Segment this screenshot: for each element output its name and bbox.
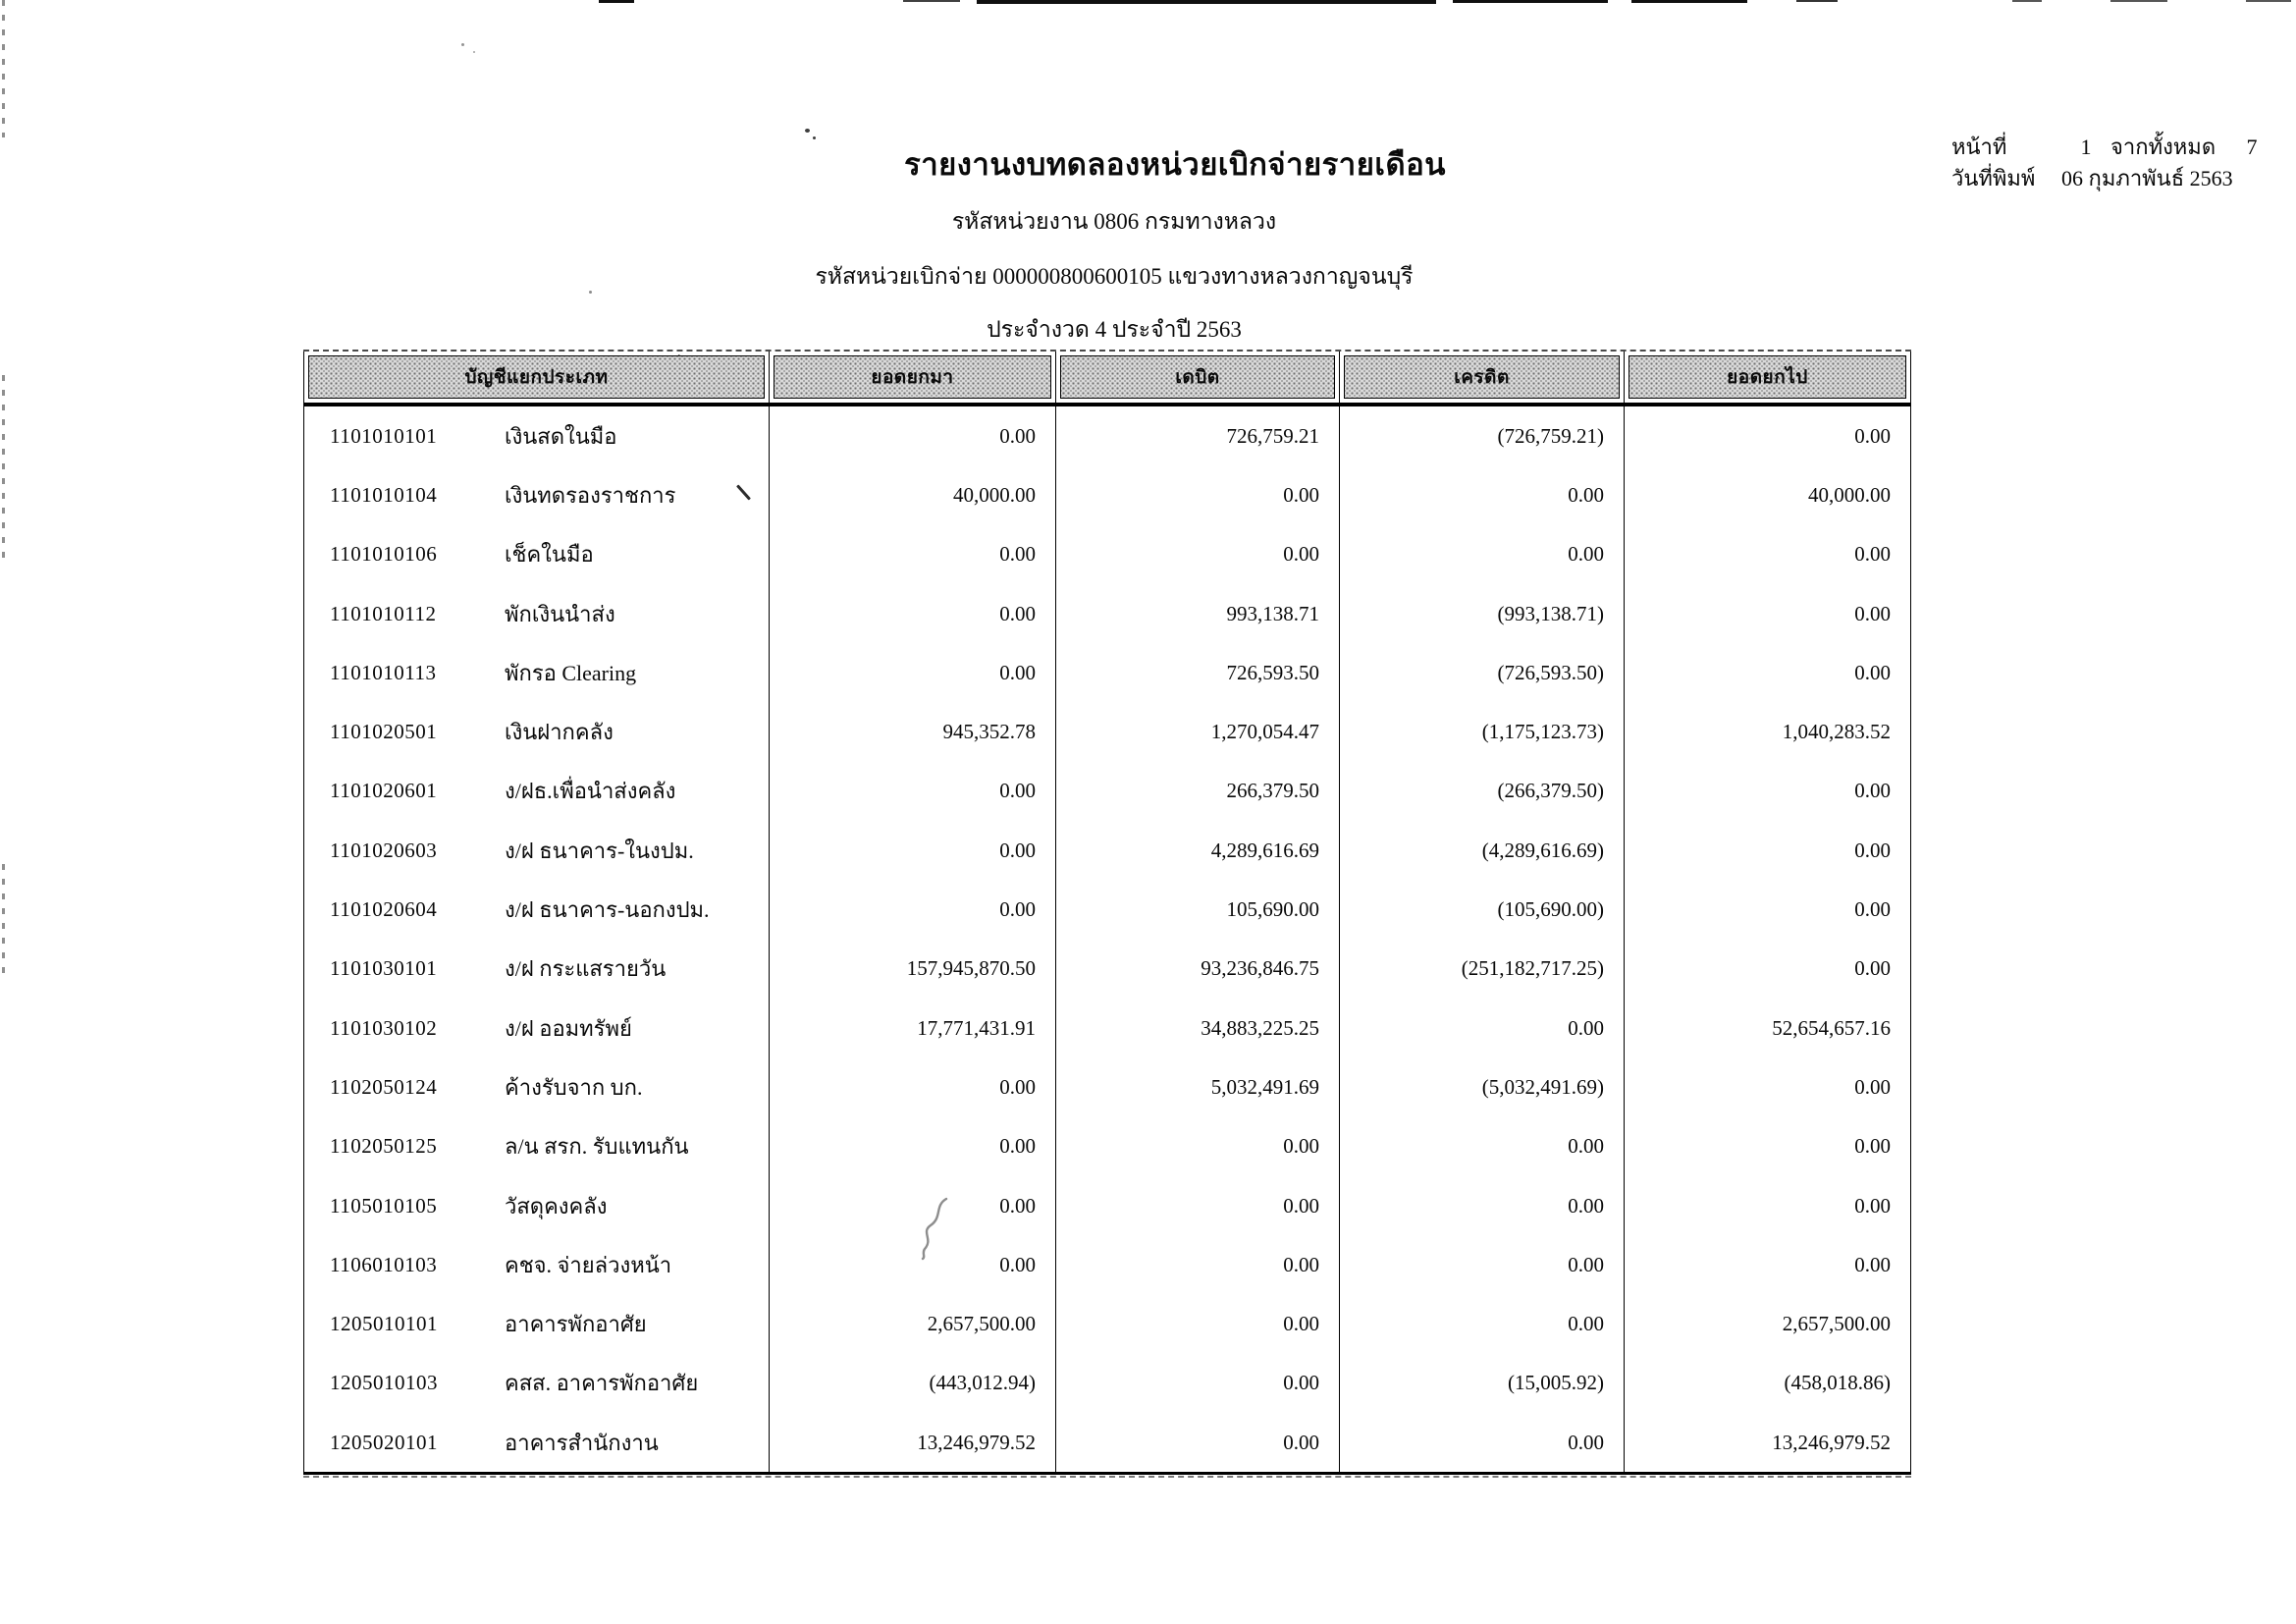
carried-forward-value: 0.00 <box>1625 940 1911 999</box>
column-header-carried-forward: ยอดยกไป <box>1629 355 1906 399</box>
account-code: 1101020601 <box>330 779 438 803</box>
credit-value: (726,759.21) <box>1340 406 1625 465</box>
table-header-row <box>303 350 1911 406</box>
credit-value: (4,289,616.69) <box>1340 821 1625 880</box>
brought-forward-value: 13,246,979.52 <box>770 1413 1056 1472</box>
carried-forward-value: 0.00 <box>1625 821 1911 880</box>
carried-forward-value: 0.00 <box>1625 1117 1911 1176</box>
carried-forward-value: 0.00 <box>1625 1057 1911 1116</box>
disbursement-unit-line: รหัสหน่วยเบิกจ่าย 000000800600105 แขวงทางหลวงกาญจนบุรี <box>815 264 1414 289</box>
brought-forward-value: 0.00 <box>770 406 1056 465</box>
account-name: อาคารพักอาศัย <box>505 1312 647 1337</box>
brought-forward-value: 157,945,870.50 <box>770 940 1056 999</box>
carried-forward-value: 1,040,283.52 <box>1625 702 1911 761</box>
debit-value: 0.00 <box>1056 465 1340 524</box>
brought-forward-value: 0.00 <box>770 821 1056 880</box>
carried-forward-value: 0.00 <box>1625 643 1911 702</box>
scan-artifact-left-edge <box>2 864 5 982</box>
account-cell <box>303 821 770 880</box>
account-cell <box>303 702 770 761</box>
account-name: เงินทดรองราชการ <box>505 482 676 508</box>
debit-value: 0.00 <box>1056 1413 1340 1472</box>
account-name: เช็คในมือ <box>505 542 594 568</box>
account-name: พักเงินนำส่ง <box>505 601 615 626</box>
credit-value: 0.00 <box>1340 1176 1625 1235</box>
table-row <box>303 880 1911 939</box>
credit-value: (1,175,123.73) <box>1340 702 1625 761</box>
total-pages: 7 <box>2246 135 2258 159</box>
account-code: 1101010113 <box>330 660 437 684</box>
account-name: วัสดุคงคลัง <box>505 1193 608 1218</box>
debit-value: 105,690.00 <box>1056 880 1340 939</box>
account-name: ง/ฝ กระแสรายวัน <box>505 956 667 982</box>
carried-forward-value: 0.00 <box>1625 1235 1911 1294</box>
account-code: 1105010105 <box>330 1193 438 1218</box>
credit-value: 0.00 <box>1340 999 1625 1057</box>
account-code: 1102050125 <box>330 1134 438 1159</box>
brought-forward-value: 945,352.78 <box>770 702 1056 761</box>
account-code: 1205010101 <box>330 1312 438 1336</box>
carried-forward-value: 40,000.00 <box>1625 465 1911 524</box>
page-info <box>1951 132 2277 194</box>
table-row <box>303 1057 1911 1116</box>
account-name: ง/ฝธ.เพื่อนำส่งคลัง <box>505 779 676 804</box>
page-label: หน้าที่ <box>1951 135 2007 159</box>
credit-value: (5,032,491.69) <box>1340 1057 1625 1116</box>
trial-balance-table <box>303 350 1911 1475</box>
carried-forward-value: 0.00 <box>1625 584 1911 643</box>
table-row <box>303 940 1911 999</box>
account-name: พักรอ Clearing <box>505 660 637 685</box>
debit-value: 726,759.21 <box>1056 406 1340 465</box>
debit-value: 93,236,846.75 <box>1056 940 1340 999</box>
page-number: 1 <box>2080 135 2092 159</box>
carried-forward-value: 52,654,657.16 <box>1625 999 1911 1057</box>
account-cell <box>303 1057 770 1116</box>
account-cell <box>303 1117 770 1176</box>
brought-forward-value: 17,771,431.91 <box>770 999 1056 1057</box>
credit-value: 0.00 <box>1340 1117 1625 1176</box>
account-code: 1101020604 <box>330 897 438 922</box>
account-cell <box>303 525 770 584</box>
brought-forward-value: 0.00 <box>770 1176 1056 1235</box>
account-code: 1101030101 <box>330 956 438 981</box>
credit-value: (993,138.71) <box>1340 584 1625 643</box>
brought-forward-value: 2,657,500.00 <box>770 1294 1056 1353</box>
account-name: คสส. อาคารพักอาศัย <box>505 1371 699 1396</box>
account-name: ง/ฝ ออมทรัพย์ <box>505 1015 632 1041</box>
of-total-label: จากทั้งหมด <box>2110 135 2216 159</box>
print-date-label: วันที่พิมพ์ <box>1951 166 2036 190</box>
debit-value: 0.00 <box>1056 525 1340 584</box>
table-body <box>303 406 1911 1475</box>
debit-value: 4,289,616.69 <box>1056 821 1340 880</box>
table-row <box>303 1176 1911 1235</box>
account-code: 1101020501 <box>330 720 438 744</box>
table-row <box>303 1354 1911 1413</box>
agency-code-line: รหัสหน่วยงาน 0806 กรมทางหลวง <box>951 209 1277 234</box>
column-header-debit: เดบิต <box>1060 355 1335 399</box>
credit-value: (15,005.92) <box>1340 1354 1625 1413</box>
debit-value: 0.00 <box>1056 1354 1340 1413</box>
debit-value: 0.00 <box>1056 1176 1340 1235</box>
column-header-brought-forward: ยอดยกมา <box>774 355 1051 399</box>
account-cell <box>303 1413 770 1472</box>
account-code: 1205020101 <box>330 1430 438 1454</box>
scan-artifact-left-edge <box>2 0 5 137</box>
carried-forward-value: 2,657,500.00 <box>1625 1294 1911 1353</box>
debit-value: 0.00 <box>1056 1117 1340 1176</box>
scan-artifact-speck <box>461 43 464 46</box>
credit-value: (105,690.00) <box>1340 880 1625 939</box>
account-cell <box>303 406 770 465</box>
brought-forward-value: 0.00 <box>770 1057 1056 1116</box>
credit-value: (266,379.50) <box>1340 762 1625 821</box>
debit-value: 726,593.50 <box>1056 643 1340 702</box>
table-row <box>303 1235 1911 1294</box>
brought-forward-value: 0.00 <box>770 762 1056 821</box>
account-code: 1101020603 <box>330 838 438 862</box>
carried-forward-value: 0.00 <box>1625 1176 1911 1235</box>
credit-value: 0.00 <box>1340 465 1625 524</box>
debit-value: 993,138.71 <box>1056 584 1340 643</box>
table-row <box>303 1117 1911 1176</box>
credit-value: 0.00 <box>1340 1235 1625 1294</box>
carried-forward-value: 0.00 <box>1625 525 1911 584</box>
account-cell <box>303 465 770 524</box>
account-code: 1106010103 <box>330 1252 438 1276</box>
account-name: ล/น สรก. รับแทนกัน <box>505 1134 689 1160</box>
carried-forward-value: 0.00 <box>1625 762 1911 821</box>
brought-forward-value: 0.00 <box>770 584 1056 643</box>
brought-forward-value: 0.00 <box>770 643 1056 702</box>
debit-value: 5,032,491.69 <box>1056 1057 1340 1116</box>
scan-artifact-speck <box>805 129 810 133</box>
table-row <box>303 762 1911 821</box>
carried-forward-value: (458,018.86) <box>1625 1354 1911 1413</box>
brought-forward-value: 0.00 <box>770 1117 1056 1176</box>
debit-value: 34,883,225.25 <box>1056 999 1340 1057</box>
account-cell <box>303 643 770 702</box>
carried-forward-value: 0.00 <box>1625 406 1911 465</box>
column-header-credit: เครดิต <box>1344 355 1620 399</box>
credit-value: (251,182,717.25) <box>1340 940 1625 999</box>
account-name: เงินฝากคลัง <box>505 720 614 745</box>
print-date-row <box>1951 163 2277 194</box>
table-row <box>303 406 1911 465</box>
table-row <box>303 999 1911 1057</box>
account-code: 1205010103 <box>330 1371 438 1395</box>
table-row <box>303 702 1911 761</box>
debit-value: 0.00 <box>1056 1235 1340 1294</box>
table-row <box>303 1413 1911 1472</box>
period-line: ประจำงวด 4 ประจำปี 2563 <box>987 317 1242 342</box>
brought-forward-value: 0.00 <box>770 525 1056 584</box>
report-title: รายงานงบทดลองหน่วยเบิกจ่ายรายเดือน <box>904 147 1446 182</box>
account-code: 1101030102 <box>330 1015 438 1040</box>
brought-forward-value: 0.00 <box>770 880 1056 939</box>
account-name: ง/ฝ ธนาคาร-ในงปม. <box>505 838 694 863</box>
table-row <box>303 525 1911 584</box>
table-row <box>303 643 1911 702</box>
debit-value: 0.00 <box>1056 1294 1340 1353</box>
brought-forward-value: 40,000.00 <box>770 465 1056 524</box>
debit-value: 266,379.50 <box>1056 762 1340 821</box>
account-cell <box>303 584 770 643</box>
account-code: 1101010104 <box>330 482 438 507</box>
account-cell <box>303 940 770 999</box>
scan-artifact-table-bottom-dash <box>303 1476 1911 1478</box>
column-header-account: บัญชีแยกประเภท <box>308 355 765 399</box>
account-cell <box>303 880 770 939</box>
account-code: 1101010106 <box>330 542 438 567</box>
carried-forward-value: 0.00 <box>1625 880 1911 939</box>
credit-value: 0.00 <box>1340 525 1625 584</box>
table-row <box>303 821 1911 880</box>
debit-value: 1,270,054.47 <box>1056 702 1340 761</box>
account-code: 1102050124 <box>330 1074 438 1099</box>
table-row <box>303 1294 1911 1353</box>
account-name: ง/ฝ ธนาคาร-นอกงปม. <box>505 897 710 923</box>
carried-forward-value: 13,246,979.52 <box>1625 1413 1911 1472</box>
table-row <box>303 465 1911 524</box>
account-code: 1101010112 <box>330 601 437 625</box>
report-header <box>0 139 2228 348</box>
credit-value: 0.00 <box>1340 1413 1625 1472</box>
brought-forward-value: 0.00 <box>770 1235 1056 1294</box>
brought-forward-value: (443,012.94) <box>770 1354 1056 1413</box>
account-cell <box>303 1354 770 1413</box>
account-name: ค้างรับจาก บก. <box>505 1074 643 1100</box>
account-cell <box>303 999 770 1057</box>
credit-value: (726,593.50) <box>1340 643 1625 702</box>
account-cell <box>303 1235 770 1294</box>
account-cell <box>303 762 770 821</box>
page-number-row <box>1951 132 2277 163</box>
account-name: คชจ. จ่ายล่วงหน้า <box>505 1252 672 1277</box>
account-name: อาคารสำนักงาน <box>505 1430 659 1455</box>
account-cell <box>303 1294 770 1353</box>
table-row <box>303 584 1911 643</box>
scan-artifact-left-edge <box>2 375 5 562</box>
account-cell <box>303 1176 770 1235</box>
account-name: เงินสดในมือ <box>505 423 617 449</box>
print-date: 06 กุมภาพันธ์ 2563 <box>2061 166 2233 190</box>
account-code: 1101010101 <box>330 423 438 448</box>
credit-value: 0.00 <box>1340 1294 1625 1353</box>
scan-artifact-speck <box>473 51 475 53</box>
